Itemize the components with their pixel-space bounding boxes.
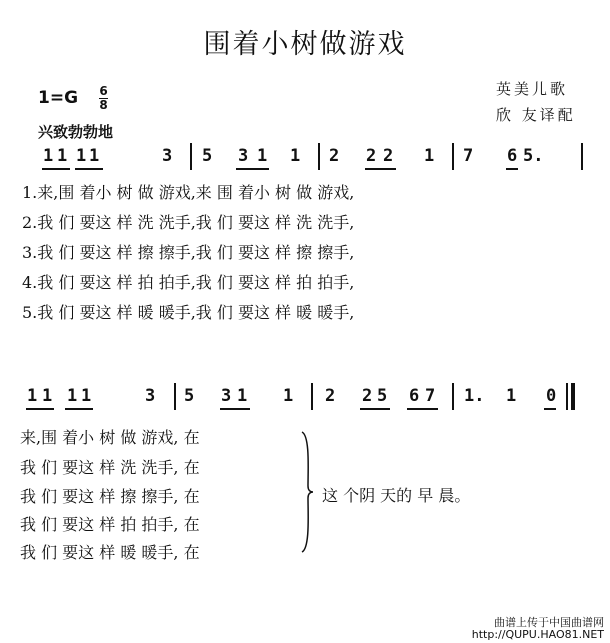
note: 1 [57, 146, 68, 166]
key-signature: 1=G [38, 88, 79, 108]
underline [236, 168, 269, 170]
verse-line-2: 2.我 们 要这 样 洗 洗手,我 们 要这 样 洗 洗手, [22, 213, 355, 232]
credit-origin: 英美儿歌 [496, 80, 569, 98]
bar-line [190, 143, 192, 170]
verse-end-3: 我 们 要这 样 擦 擦手, 在 [20, 487, 200, 506]
verse-end-2: 我 们 要这 样 洗 洗手, 在 [20, 458, 200, 477]
note: 5. [523, 146, 544, 166]
note: 6 [507, 146, 518, 166]
underline [365, 168, 396, 170]
note: 1 [42, 386, 53, 406]
bar-line [174, 383, 176, 410]
note: 7 [463, 146, 474, 166]
footer-watermark [472, 617, 604, 641]
verse-brace [300, 430, 314, 554]
refrain-line: 这 个阴 天的 早 晨。 [322, 486, 471, 505]
underline [65, 408, 93, 410]
underline [42, 168, 70, 170]
note: 1 [283, 386, 294, 406]
note: 6 [409, 386, 420, 406]
song-title: 围着小树做游戏 [203, 29, 407, 60]
footer-url: http://QUPU.HAO81.NET [471, 628, 604, 641]
verse-end-4: 我 们 要这 样 拍 拍手, 在 [20, 515, 200, 534]
note: 1 [43, 146, 54, 166]
final-bar-thin [566, 383, 568, 410]
bar-line [452, 383, 454, 410]
underline [360, 408, 390, 410]
verse-line-5: 5.我 们 要这 样 暖 暖手,我 们 要这 样 暖 暖手, [22, 303, 355, 322]
bar-line [452, 143, 454, 170]
note: 3 [238, 146, 249, 166]
note: 1 [506, 386, 517, 406]
bar-line [581, 143, 583, 170]
verse-end-1: 来,围 着小 树 做 游戏, 在 [20, 428, 200, 447]
note: 1 [76, 146, 87, 166]
note: 1 [81, 386, 92, 406]
note: 2 [362, 386, 373, 406]
note: 1 [67, 386, 78, 406]
tempo-marking: 兴致勃勃地 [38, 123, 114, 141]
time-top: 6 [99, 84, 108, 98]
note: 1 [424, 146, 435, 166]
underline [544, 408, 556, 410]
note: 2 [366, 146, 377, 166]
underline [220, 408, 250, 410]
underline [407, 408, 438, 410]
note: 1 [257, 146, 268, 166]
note: 5 [202, 146, 213, 166]
note: 1 [27, 386, 38, 406]
note: 2 [383, 146, 394, 166]
final-bar-thick [571, 383, 575, 410]
note: 0 [546, 386, 557, 406]
verse-line-1: 1.来,围 着小 树 做 游戏,来 围 着小 树 做 游戏, [22, 183, 355, 202]
note: 2 [325, 386, 336, 406]
verse-line-4: 4.我 们 要这 样 拍 拍手,我 们 要这 样 拍 拍手, [22, 273, 355, 292]
note: 1 [237, 386, 248, 406]
note: 3 [162, 146, 173, 166]
verse-end-5: 我 们 要这 样 暖 暖手, 在 [20, 543, 200, 562]
underline [26, 408, 54, 410]
note: 1 [290, 146, 301, 166]
note: 5 [184, 386, 195, 406]
credit-translator: 欣 友译配 [496, 106, 576, 124]
underline [506, 168, 518, 170]
time-signature [99, 86, 108, 111]
note: 7 [425, 386, 436, 406]
underline [75, 168, 103, 170]
note: 1 [89, 146, 100, 166]
verse-line-3: 3.我 们 要这 样 擦 擦手,我 们 要这 样 擦 擦手, [22, 243, 355, 262]
footer-site-name: 曲谱上传于中国曲谱网 [494, 616, 604, 629]
bar-line [311, 383, 313, 410]
bar-line [318, 143, 320, 170]
note: 2 [329, 146, 340, 166]
time-bottom: 8 [99, 98, 108, 112]
note: 3 [221, 386, 232, 406]
note: 1. [464, 386, 485, 406]
note: 3 [145, 386, 156, 406]
note: 5 [377, 386, 388, 406]
